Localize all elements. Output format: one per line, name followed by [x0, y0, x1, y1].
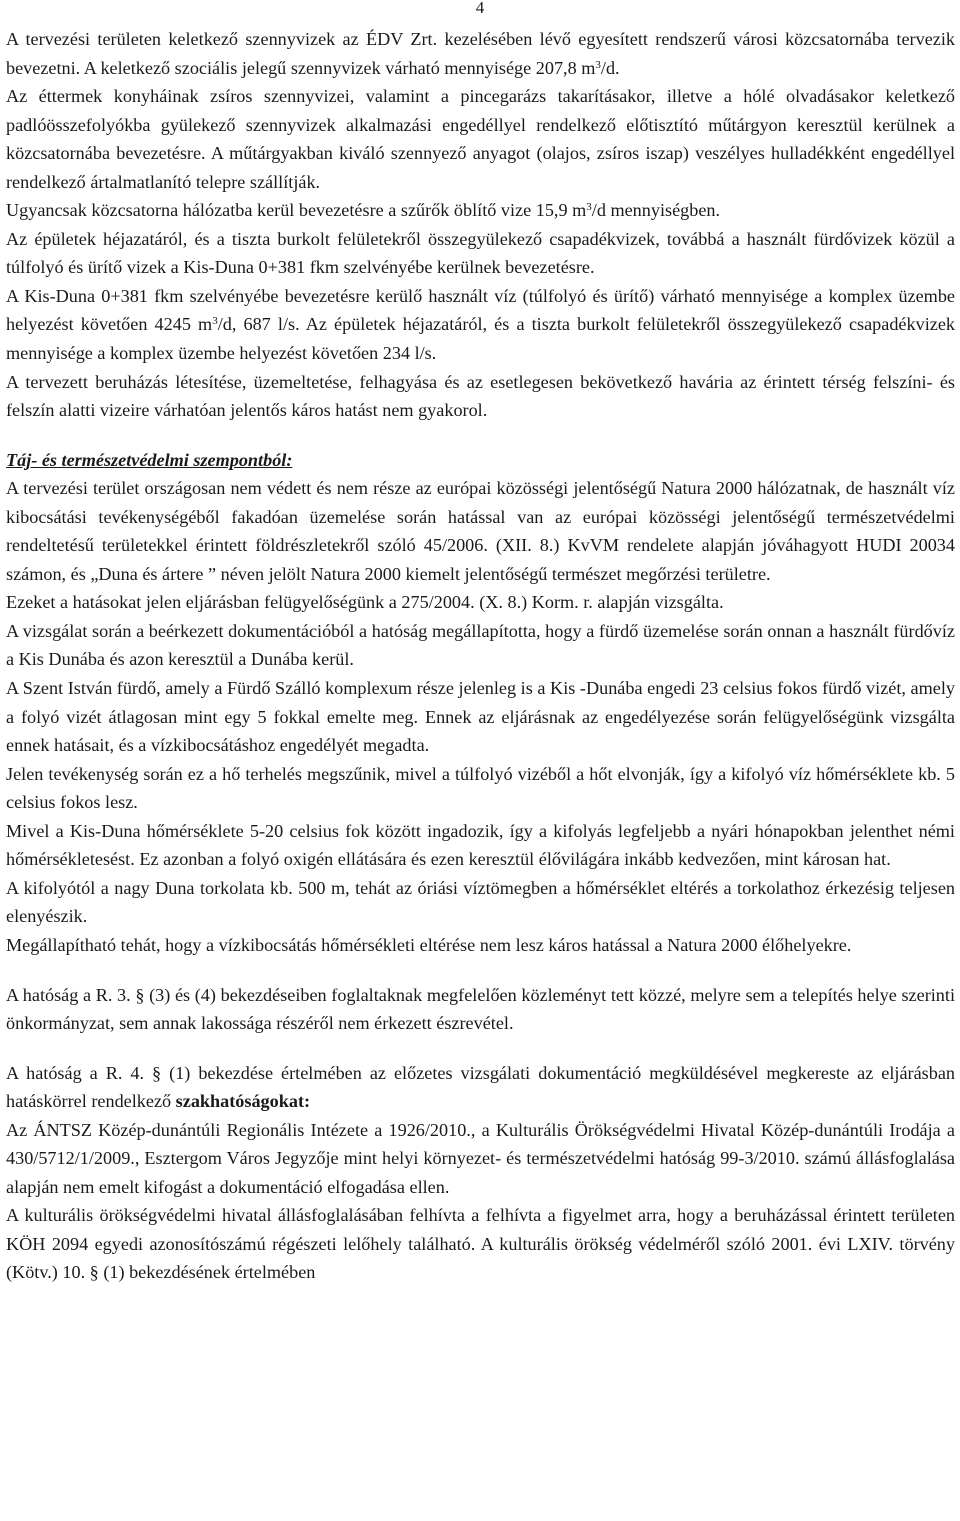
- paragraph: Az épületek héjazatáról, és a tiszta burkolt felületekről összegyülekező csapadékvizek, továbbá a használt fürdővizek közül a túlfolyó és ürítő vizek a Kis-Duna 0+381 fkm szelvényébe kerülnek bevezetésre.: [6, 228, 955, 278]
- paragraph: Ezeket a hatásokat jelen eljárásban felügyelőségünk a 275/2004. (X. 8.) Korm. r. alapján vizsgálta.: [6, 592, 724, 613]
- paragraph: Mivel a Kis-Duna hőmérséklete 5-20 celsius fok között ingadozik, így a kifolyás legfeljebb a nyári hónapokban jelenthet némi hőmérsékletesést. Ez azonban a folyó oxigén ellátására és ezen keresztül élővilágára inkább kedvezően, mint károsan hat.: [6, 820, 955, 870]
- paragraph: A kifolyótól a nagy Duna torkolata kb. 500 m, tehát az óriási víztömegben a hőmérséklet eltérés a torkolathoz érkezésig teljesen elenyészik.: [6, 877, 955, 927]
- paragraph: Az ÁNTSZ Közép-dunántúli Regionális Intézete a 1926/2010., a Kulturális Örökségvédelmi Hivatal Közép-dunántúli Irodája a 430/5712/1/2009., Esztergom Város Jegyzője mint helyi környezet- és természetvédelmi hatóság 99-3/2010. számú állásfoglalása alapján nem emelt kifogást a dokumentáció elfogadása ellen.: [6, 1119, 955, 1197]
- paragraph: A tervezett beruházás létesítése, üzemeltetése, felhagyása és az esetlegesen bekövetkező havária az érintett térség felszíni- és felszín alatti vizeire várhatóan jelentős káros hatást nem gyakorol.: [6, 371, 955, 421]
- page-number: 4: [475, 0, 485, 17]
- bold-term: szakhatóságokat:: [175, 1091, 311, 1112]
- section-heading: Táj- és természetvédelmi szempontból:: [6, 449, 293, 470]
- paragraph: Az éttermek konyháinak zsíros szennyvizei, valamint a pincegarázs takarításakor, illetve a hólé olvadásakor keletkező padlóösszefolyókba gyülekező szennyvizek alkalmazási engedéllyel rendelkező előtisztító műtárgyon keresztül kerülnek a közcsatornába bevezetésre. A műtárgyakban kiváló szennyező anyagot (olajos, zsíros iszap) veszélyes hulladékként engedéllyel rendelkező ártalmatlanító telepre szállítják.: [6, 86, 955, 192]
- paragraph: A vizsgálat során a beérkezett dokumentációból a hatóság megállapította, hogy a fürdő üzemelése során onnan a használt fürdővíz a Kis Dunába és azon keresztül a Dunába kerül.: [6, 620, 955, 670]
- paragraph: A tervezési területen keletkező szennyvizek az ÉDV Zrt. kezelésében lévő egyesített rendszerű városi közcsatornába tervezik bevezetni. A keletkező szociális jelegű szennyvizek várható mennyisége 207,8 $m^3/d$.: [6, 29, 955, 78]
- paragraph: Jelen tevékenység során ez a hő terhelés megszűnik, mivel a túlfolyó vizéből a hőt elvonják, így a kifolyó víz hőmérséklete kb. 5 celsius fokos lesz.: [6, 763, 955, 813]
- paragraph: Ugyancsak közcsatorna hálózatba kerül bevezetésre a szűrők öblítő vize 15,9 $m^3/d$ mennyiségben.: [6, 200, 721, 221]
- paragraph: Megállapítható tehát, hogy a vízkibocsátás hőmérsékleti eltérése nem lesz káros hatással a Natura 2000 élőhelyekre.: [6, 934, 852, 955]
- paragraph: A Kis-Duna 0+381 fkm szelvényébe bevezetésre kerülő használt víz (túlfolyó és ürítő) várható mennyisége a komplex üzembe helyezést követően 4245 $m^3/d$, 687 l/s. Az épületek héjazatáról, és a tiszta burkolt felületekről összegyülekező csapadékvizek mennyisége a komplex üzembe helyezést követően 234 l/s.: [6, 285, 955, 364]
- paragraph: A tervezési terület országosan nem védett és nem része az európai közösségi jelentőségű Natura 2000 hálózatnak, de használt víz kibocsátási tevékenységéből fakadóan üzemelése során hatással van az európai közösségi jelentőségű természetvédelmi rendeltetésű területekkel érintett földrészletekről szóló 45/2006. (XII. 8.) KvVM rendelete alapján jóváhagyott HUDI 20034 számon, és „Duna és ártere ” néven jelölt Natura 2000 kiemelt jelentőségű természet megőrzési területre.: [6, 478, 955, 584]
- paragraph: A Szent István fürdő, amely a Fürdő Szálló komplexum része jelenleg is a Kis -Dunába engedi 23 celsius fokos fürdő vizét, amely a folyó vizét átlagosan mint egy 5 fokkal emelte meg. Ennek az eljárásnak az engedélyezése során felügyelőségünk vizsgálta ennek hatásait, és a vízkibocsátáshoz engedélyét megadta.: [6, 678, 955, 756]
- document-body: [6, 25, 955, 1287]
- paragraph: A hatóság a R. 4. § (1) bekezdése értelmében az előzetes vizsgálati dokumentáció megküldésével megkereste az eljárásban hatáskörrel rendelkező szakhatóságokat:: [6, 1062, 955, 1112]
- paragraph: A kulturális örökségvédelmi hivatal állásfoglalásában felhívta a felhívta a figyelmet arra, hogy a beruházással érintett területen KÖH 2094 egyedi azonosítószámú régészeti lelőhely található. A kulturális örökség védelméről szóló 2001. évi LXIV. törvény (Kötv.) 10. § (1) bekezdésének értelmében: [6, 1205, 955, 1283]
- paragraph: A hatóság a R. 3. § (3) és (4) bekezdéseiben foglaltaknak megfelelően közleményt tett közzé, melyre sem a telepítés helye szerinti önkormányzat, sem annak lakossága részéről nem érkezett észrevétel.: [6, 984, 955, 1034]
